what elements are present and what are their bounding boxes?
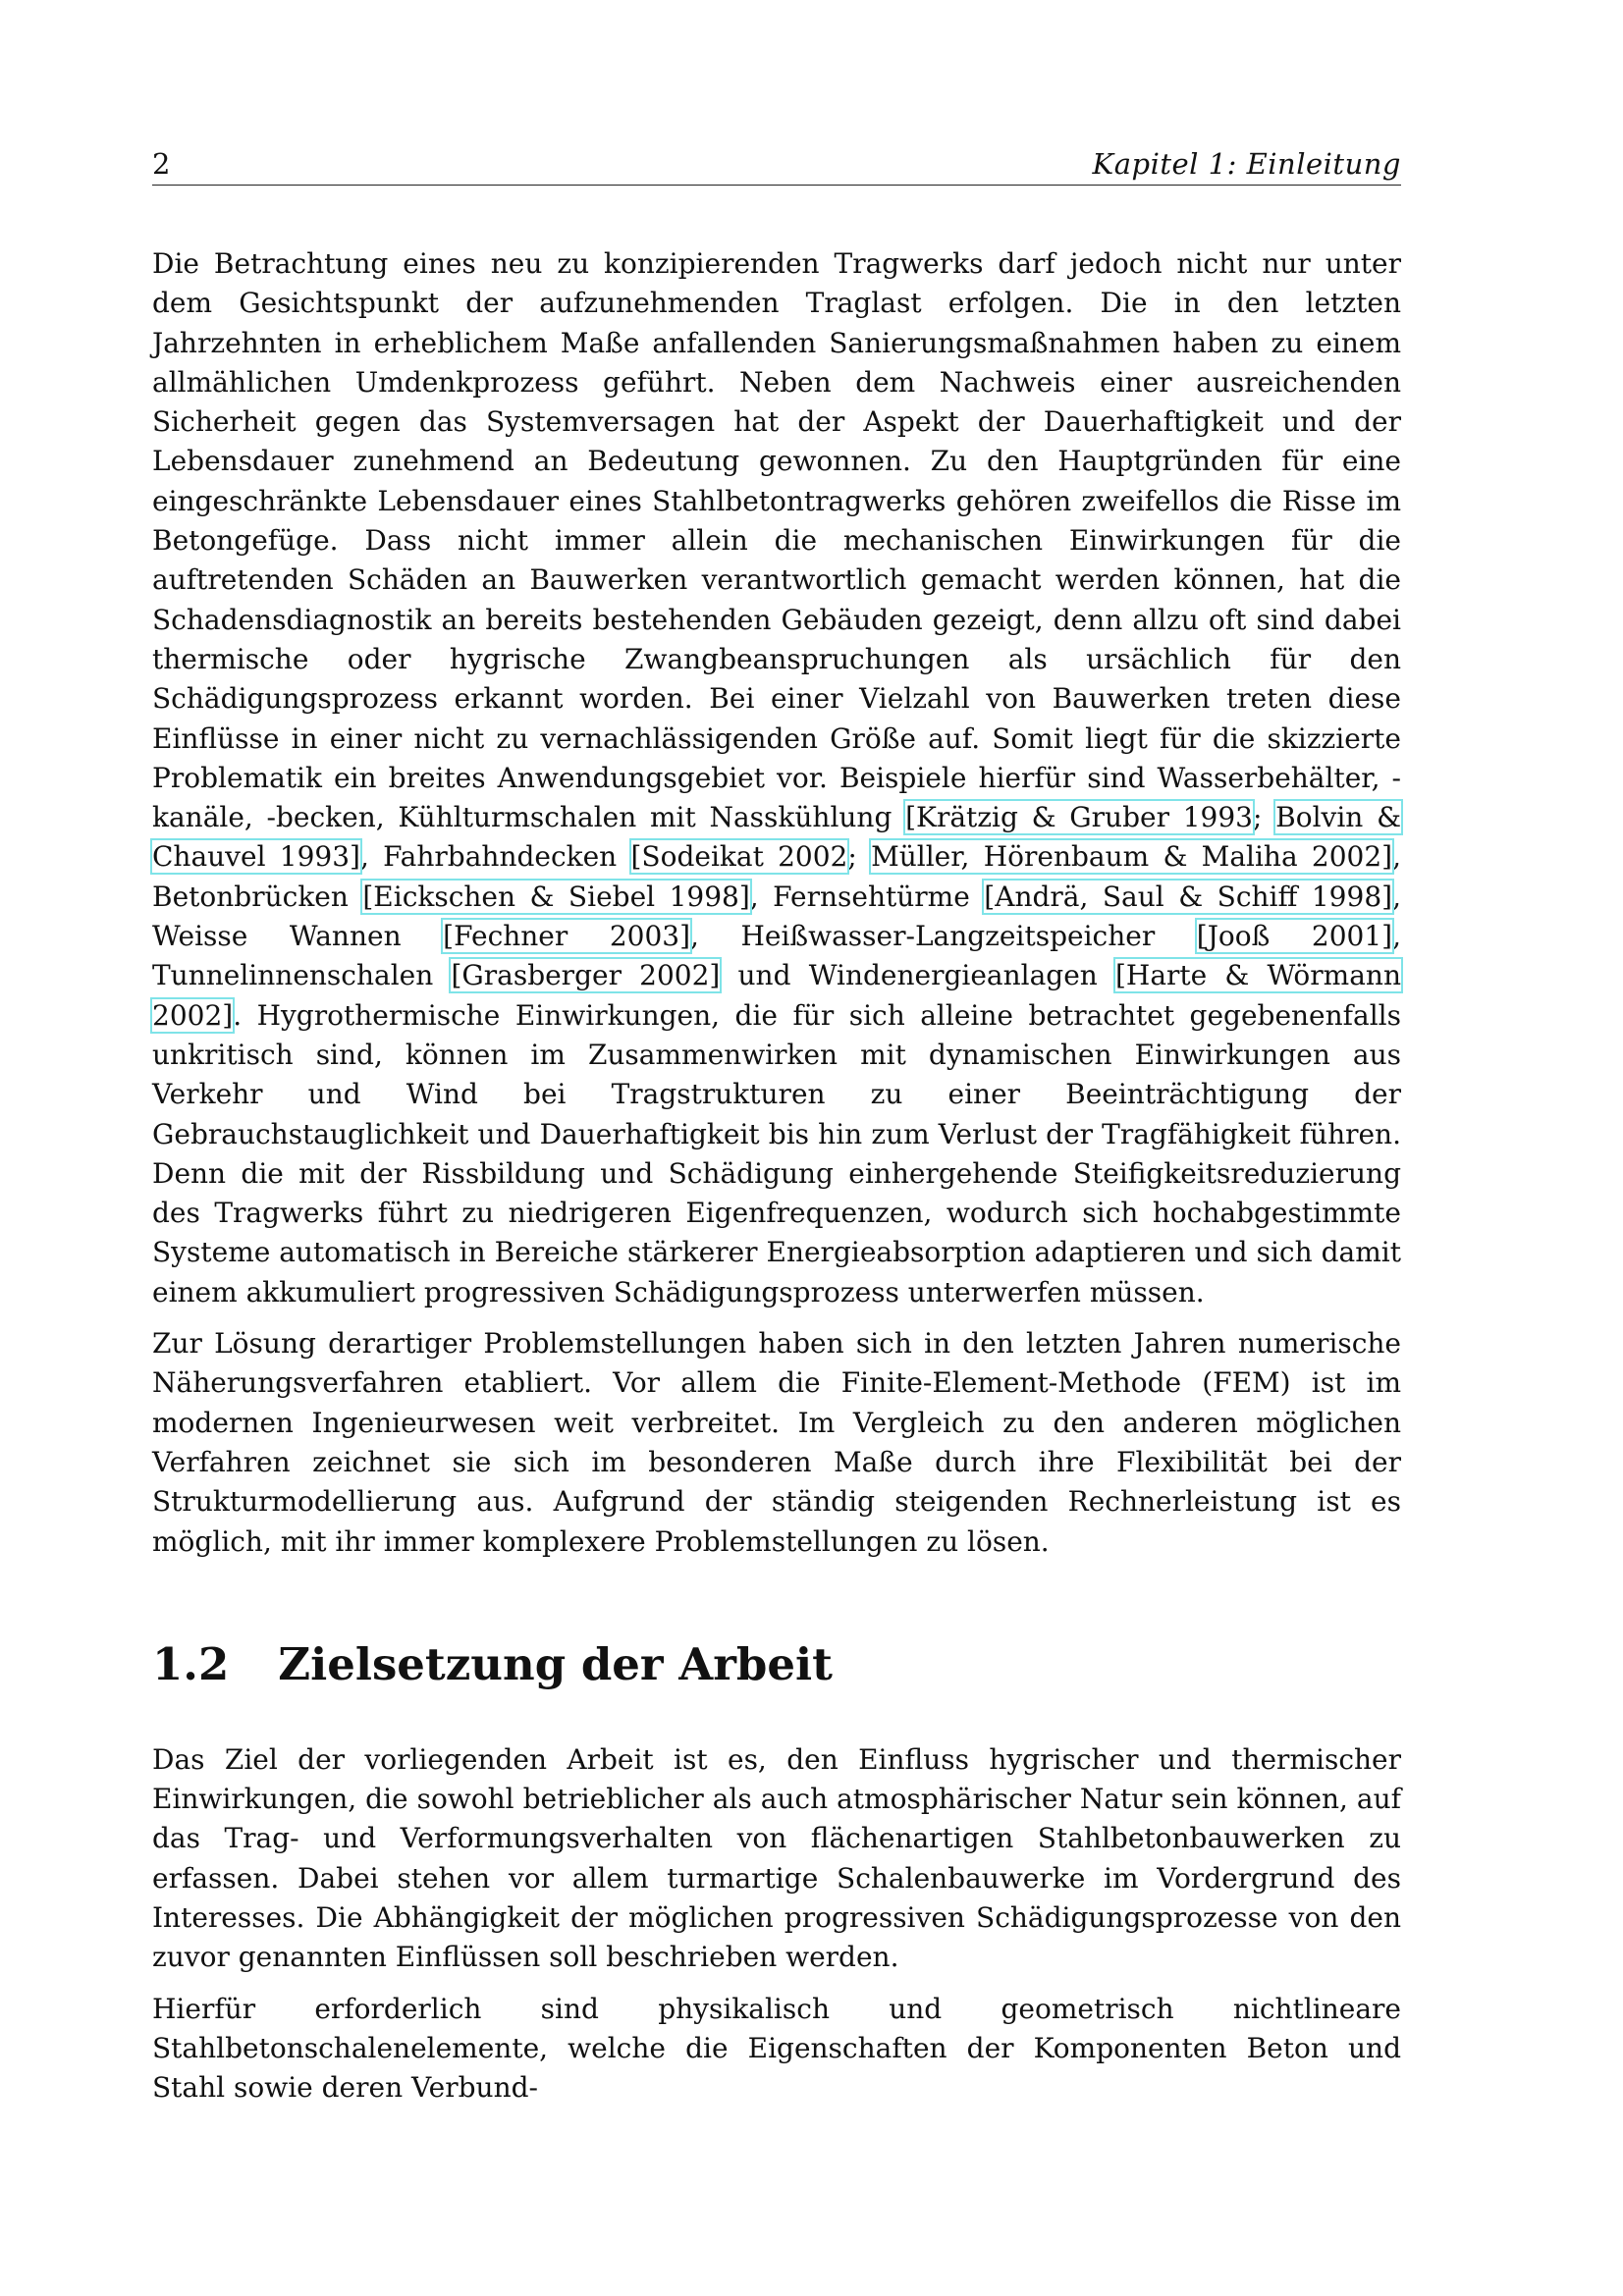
section-heading	[152, 1638, 1401, 1691]
citation-link[interactable]: [Eickschen & Siebel 1998]	[362, 880, 750, 913]
running-header	[152, 147, 1401, 186]
text-segment: , Fahrbahndecken	[359, 840, 631, 874]
page-number: 2	[152, 147, 171, 181]
text-segment: ;	[847, 840, 872, 874]
citation-link[interactable]: [Andrä, Saul & Schiff 1998]	[984, 880, 1393, 913]
page	[152, 147, 1401, 2119]
citation-link[interactable]: [Fechner 2003]	[443, 920, 691, 953]
text-segment: , Tunnelinnenschalen	[152, 920, 1401, 992]
paragraph-fem: Zur Lösung derartiger Problemstellungen haben sich in den letzten Jahren numerische Näherungsverfahren etabliert. Vor allem die Finite-Element-Methode (FEM) ist im modernen Ingenieurwesen weit verbreitet. Im Vergleich zu den anderen möglichen Verfahren zeichnet sie sich im besonderen Maße durch ihre Flexibilität bei der Strukturmodellierung aus. Aufgrund der ständig steigenden Rechnerleistung ist es möglich, mit ihr immer komplexere Problemstellungen zu lösen.	[152, 1327, 1401, 1558]
text-segment: Die Betrachtung eines neu zu konzipierenden Tragwerks darf jedoch nicht nur unter dem Gesichtspunkt der aufzunehmenden Traglast erfolgen. Die in den letzten Jahrzehnten in erheblichem Maße anfallenden Sanierungsmaßnahmen haben zu einem allmählichen Umdenkprozess geführt. Neben dem Nachweis einer ausreichenden Sicherheit gegen das Systemversagen hat der Aspekt der Dauerhaftigkeit und der Lebensdauer zunehmend an Bedeutung gewonnen. Zu den Hauptgründen für eine eingeschränkte Lebensdauer eines Stahlbetontragwerks gehören zweifellos die Risse im Betongefüge. Dass nicht immer allein die mechanischen Einwirkungen für die auftretenden Schäden an Bauwerken verantwortlich gemacht werden können, hat die Schadensdiagnostik an bereits bestehenden Gebäuden gezeigt, denn allzu oft sind dabei thermische oder hygrische Zwangbeanspruchungen als ursächlich für den Schädigungsprozess erkannt worden. Bei einer Vielzahl von Bauwerken treten diese Einflüsse in einer nicht zu vernachlässigenden Größe auf. Somit liegt für die skizzierte Problematik ein breites Anwendungsgebiet vor. Beispiele hierfür sind Wasserbehälter, -kanäle, -becken, Kühlturmschalen mit Nasskühlung	[152, 247, 1401, 834]
text-segment: , Fernsehtürme	[749, 880, 985, 913]
text-segment: . Hygrothermische Einwirkungen, die für sich alleine betrachtet gegebenenfalls unkritisch sind, können im Zusammenwirken mit dynamischen Einwirkungen aus Verkehr und Wind bei Tragstrukturen zu einer Beeinträchtigung der Gebrauchstauglichkeit und Dauerhaftigkeit bis hin zum Verlust der Tragfähigkeit führen. Denn die mit der Rissbildung und Schädigung einhergehende Steifigkeitsreduzierung des Tragwerks führt zu niedrigeren Eigenfrequenzen, wodurch sich hochabgestimmte Systeme automatisch in Bereiche stärkerer Energieabsorption adaptieren und sich damit einem akkumuliert progressiven Schädigungsprozess unterwerfen müssen.	[152, 998, 1401, 1308]
citation-link[interactable]: [Harte & Wörmann 2002]	[152, 959, 1401, 1032]
text-segment: , Heißwasser-Langzeitspeicher	[690, 920, 1197, 953]
section-number: 1.2	[152, 1637, 230, 1690]
text-segment: ;	[1252, 801, 1276, 834]
text-segment: , Weisse Wannen	[152, 880, 1401, 953]
citation-link[interactable]: [Jooß 2001]	[1196, 920, 1393, 953]
paragraph-goal: Das Ziel der vorliegenden Arbeit ist es, den Einfluss hygrischer und thermischer Einwirkungen, die sowohl betrieblicher als auch atmosphärischer Natur sein können, auf das Trag- und Verformungsverhalten von flächenartigen Stahlbetonbauwerken zu erfassen. Dabei stehen vor allem turmartige Schalenbauwerke im Vordergrund des Interesses. Die Abhängigkeit der möglichen progressiven Schädigungsprozesse von den zuvor genannten Einflüssen soll beschrieben werden.	[152, 1742, 1401, 1974]
citation-link[interactable]: [Sodeikat 2002	[630, 840, 848, 874]
chapter-title: Kapitel 1: Einleitung	[1092, 147, 1401, 181]
paragraph-requirements: Hierfür erforderlich sind physikalisch und geometrisch nichtlineare Stahlbetonschalenelemente, welche die Eigenschaften der Komponenten Beton und Stahl sowie deren Verbund-	[152, 1992, 1401, 2105]
citation-link[interactable]: [Krätzig & Gruber 1993	[905, 801, 1253, 834]
paragraph-motivation	[152, 244, 1401, 1312]
body-text	[152, 244, 1401, 2108]
text-segment: und Windenergieanlagen	[720, 959, 1115, 992]
section-title: Zielsetzung der Arbeit	[278, 1637, 833, 1690]
citation-link[interactable]: Müller, Hörenbaum & Maliha 2002]	[871, 840, 1393, 874]
citation-link[interactable]: Bolvin & Chauvel 1993]	[152, 801, 1401, 874]
text-segment: , Betonbrücken	[152, 840, 1401, 913]
citation-link[interactable]: [Grasberger 2002]	[451, 959, 721, 992]
